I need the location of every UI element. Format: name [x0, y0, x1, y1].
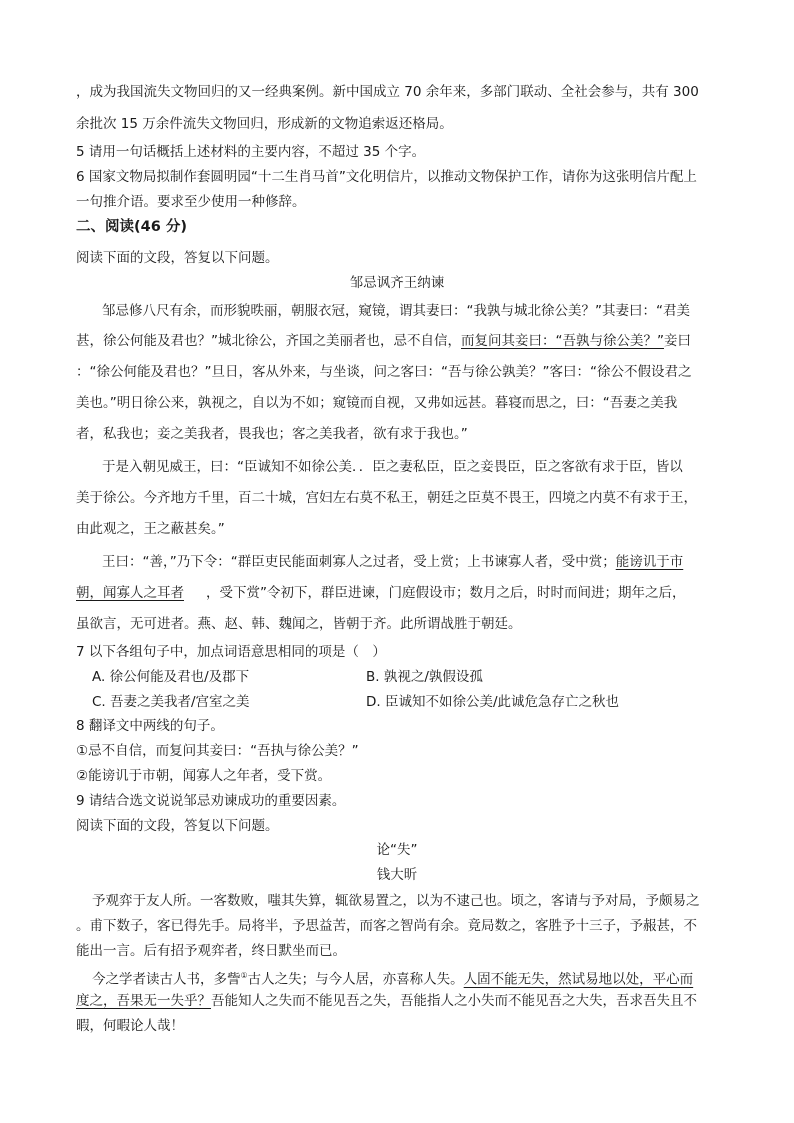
passage-title: 邹忌讽齐王纳谏: [349, 275, 445, 291]
passage-author: 钱大昕: [376, 867, 418, 883]
instruction: 阅读下面的文段，答复以下问题。: [76, 250, 279, 266]
question-5: 5 请用一句话概括上述材料的主要内容，不超过 35 个字。: [76, 144, 426, 160]
instruction: 阅读下面的文段，答复以下问题。: [76, 818, 279, 834]
underlined-sentence: 朝，闻寡人之耳者: [76, 585, 184, 601]
text-span: 今之学者读古人书，多訾: [92, 971, 241, 988]
text-line: 美也。”明日徐公来，孰视之，自以为不如；窥镜而自视，又弗如远甚。暮寝而思之，曰：“吾妻之美我: [76, 395, 678, 411]
underlined-sentence: 度之，吾果无一失乎？: [76, 993, 211, 1009]
footnote-marker: ①: [240, 971, 248, 980]
text-line: 。甫下数子，客已得先手。局将半，予思益苦，而客之智尚有余。竟局数之，客胜予十三子，予赧甚，不: [76, 918, 697, 934]
underlined-sentence: 人固不能无失，然试易地以处，平心而: [463, 971, 694, 988]
option-b: B. 孰视之/孰假设孤: [366, 669, 483, 685]
text-span: 甚，徐公何能及君也？”城北徐公，齐国之美丽者也，忌不自信，: [76, 333, 461, 349]
option-a: A. 徐公何能及君也/及郡下: [92, 669, 250, 685]
text-line: [92, 966, 693, 990]
text-line: [76, 991, 697, 1011]
sub-question-1: ①忌不自信，而复问其妾曰：“吾执与徐公美？”: [76, 743, 359, 759]
option-d: D. 臣诚知不如徐公美/此诚危急存亡之秋也: [366, 694, 620, 710]
question-9: 9 请结合选文说说邹忌劝谏成功的重要因素。: [76, 793, 346, 809]
text-line: 能出一言。后有招予观弈者，终日默坐而已。: [76, 943, 346, 959]
option-c: C. 吾妻之美我者/宫室之美: [92, 694, 250, 710]
text-line: [76, 331, 691, 351]
text-line: 由此观之，王之蔽甚矣。”: [76, 521, 225, 537]
text-line: 虽欲言，无可进者。燕、赵、韩、魏闻之，皆朝于齐。此所谓战胜于朝廷。: [76, 616, 522, 632]
text-line: [76, 583, 686, 603]
text-line: ，成为我国流失文物回归的又一经典案例。新中国成立 70 余年来，多部门联动、全社会参与，共有 300: [76, 84, 699, 100]
text-line: ：“徐公何能及君也？”旦日，客从外来，与坐谈，问之客曰：“吾与徐公孰美？”客曰：“徐公不假设君之: [76, 364, 692, 380]
text-span: ，受下赏”令初下，群臣进谏，门庭假设市；数月之后，时时而间进；期年之后，: [206, 585, 686, 601]
text-line: [102, 552, 683, 572]
text-line: 于是入朝见威王，曰：“臣诚知不如徐公美．．臣之妻私臣，臣之妾畏臣，臣之客欲有求于臣，皆以: [102, 459, 683, 475]
text-span: 吾能知人之失而不能见吾之失，吾能指人之小失而不能见吾之大失，吾求吾失且不: [211, 993, 697, 1009]
underlined-sentence: 而复问其妾曰：“吾孰与徐公美？”: [461, 333, 664, 349]
text-line: 邹忌修八尺有余，而形貌昳丽，朝服衣冠，窥镜，谓其妻曰：“我孰与城北徐公美？”其妻曰：“君美: [102, 303, 690, 319]
text-line: 余批次 15 万余件流失文物回归，形成新的文物追索返还格局。: [76, 116, 453, 132]
question-6: 6 国家文物局拟制作套圆明园“十二生肖马首”文化明信片，以推动文物保护工作，请你为这张明信片配上: [76, 169, 697, 185]
text-line: 者，私我也；妾之美我者，畏我也；客之美我者，欲有求于我也。”: [76, 426, 468, 442]
underlined-sentence: 能谤讥于市: [615, 554, 684, 570]
text-span: 妾曰: [664, 333, 691, 349]
text-span: 王曰：“善，”乃下令：“群臣吏民能面刺寡人之过者，受上赏；上书谏寡人者，受中赏；: [102, 554, 616, 570]
text-line: 美于徐公。今齐地方千里，百二十城，宫妇左右莫不私王，朝廷之臣莫不畏王，四境之内莫不有求于王，: [76, 490, 697, 506]
question-8: 8 翻译文中两线的句子。: [76, 718, 224, 734]
text-span: 古人之失；与今人居，亦喜称人失。: [247, 971, 464, 988]
section-heading: 二、阅读(46 分): [76, 219, 187, 235]
text-line: 一句推介语。要求至少使用一种修辞。: [76, 194, 306, 210]
text-line: 予观弈于友人所。一客数败，嗤其失算，辄欲易置之，以为不逮己也。顷之，客请与予对局，予颇易之: [92, 893, 700, 909]
sub-question-2: ②能谤讥于市朝，闻寡人之年者，受下赏。: [76, 768, 332, 784]
question-7: 7 以下各组句子中，加点词语意思相同的项是（ ）: [76, 644, 386, 660]
passage-title: 论“失”: [376, 842, 418, 858]
text-line: 暇，何暇论人哉！: [76, 1018, 184, 1034]
